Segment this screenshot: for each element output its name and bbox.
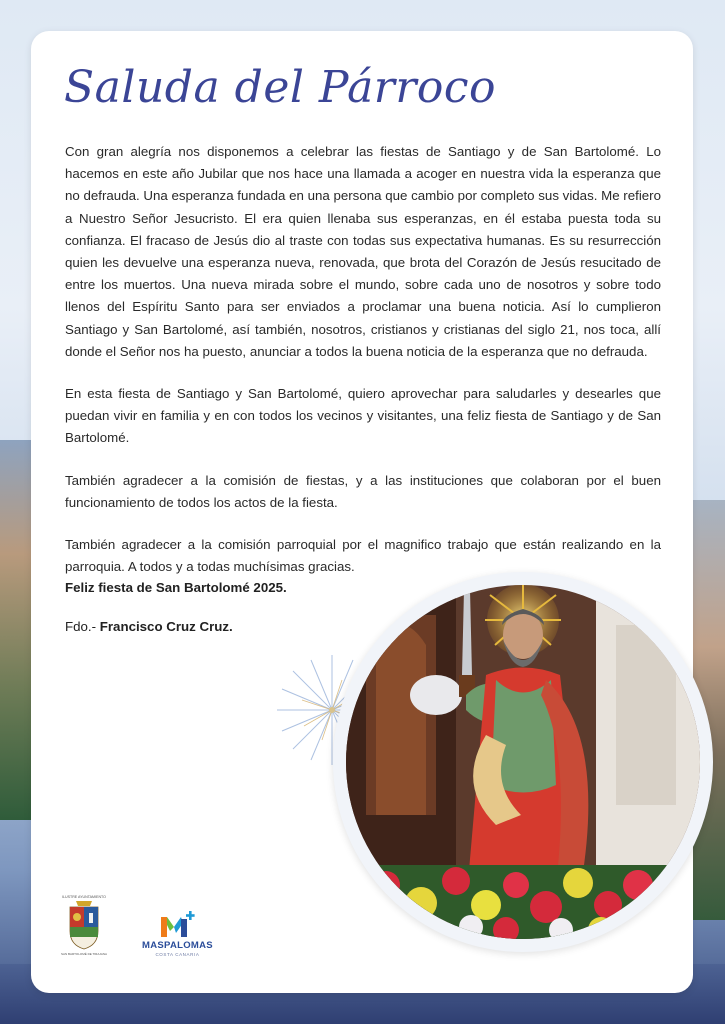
maspalomas-m-plus-icon [157,909,197,939]
saint-statue-photo [346,585,700,939]
crest-top-text: ILUSTRE AYUNTAMIENTO [62,895,106,899]
page-title: Saluda del Párroco [64,62,496,113]
saint-photo-frame [333,572,713,952]
letter-body [65,141,661,598]
maspalomas-logo [142,909,213,957]
paragraph-2: En esta fiesta de Santiago y San Bartolomé, quiero aprovechar para saludarles y desearles que puedan vivir en familia y en con todos los vecinos y visitantes, una feliz fiesta de Santiago y de San Bartolomé. [65,386,661,446]
closing-line: Feliz fiesta de San Bartolomé 2025. [65,580,287,595]
paragraph-4: También agradecer a la comisión parroquial por el magnifico trabajo que están realizando en la parroquia. A todos y a todas muchísimas gracias. [65,537,661,575]
signature-prefix: Fdo.- [65,619,97,634]
crest-bottom-text: SAN BARTOLOMÉ DE TIRAJANA [60,952,108,956]
maspalomas-name: MASPALOMAS [142,940,213,951]
sponsor-logos [60,893,213,957]
paragraph-3: También agradecer a la comisión de fiestas, y a las instituciones que colaboran por el buen funcionamiento de todos los actos de la fiesta. [65,472,661,510]
municipal-coat-of-arms-icon [60,893,108,957]
signature-line [65,619,287,634]
paragraph-1: Con gran alegría nos disponemos a celebrar las fiestas de Santiago y de San Bartolomé. Lo hacemos en este año Jubilar que nos hace una llamada a acoger en nuestra vida la esperanza que no defrauda. Una esperanza fundada en una persona que cambio por completo sus vidas. Me refiero a Nuestro Señor Jesucristo. El era quien llenaba sus esperanzas, en él estaba puesta toda su confianza. El fracaso de Jesús dio al traste con todas sus expectativa humanas. Es su resurrección quien les devuelve una esperanza nueva, renovada, que brota del Corazón de Jesús resucitado de entre los muertos. Una nueva mirada sobre el mundo, sobre cada uno de nosotros y sobre todo llenos del Espíritu Santo para ser enviados a proclamar una buena noticia. Así lo cumplieron Santiago y San Bartolomé, así también, nosotros, cristianos y cristianas del siglo 21, nos toca, allí donde el Señor nos ha puesto, anunciar a todos la buena noticia de la esperanza que no defrauda. [65,144,661,359]
maspalomas-subtitle: COSTA CANARIA [155,952,200,957]
closing-block [65,580,287,658]
signature-name: Francisco Cruz Cruz. [99,619,233,634]
